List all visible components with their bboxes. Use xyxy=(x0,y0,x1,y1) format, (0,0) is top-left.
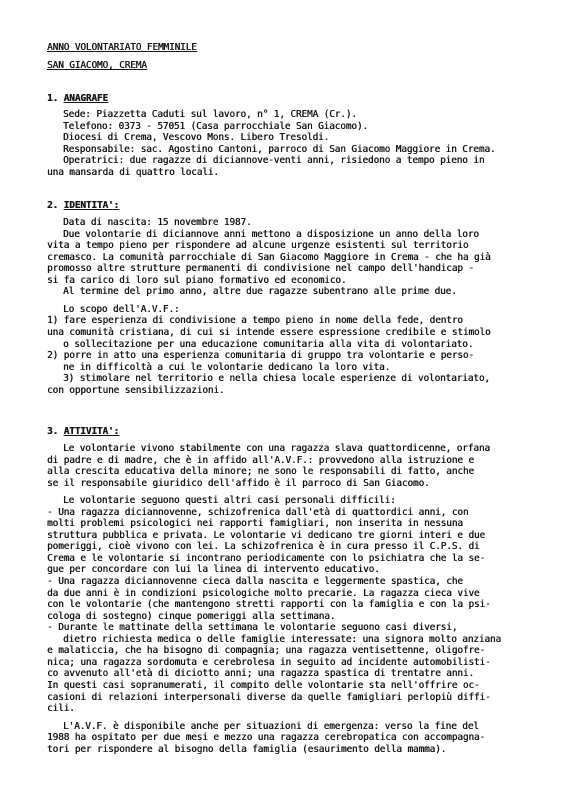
body-line: gue per concordare con lui la linea di intervento educativo. xyxy=(47,564,380,575)
section-heading xyxy=(47,200,119,211)
body-line: cili. xyxy=(47,703,75,714)
document-subtitle: SAN GIACOMO, CREMA xyxy=(47,60,147,71)
body-line: alla crescita educativa della minore; ne sono le responsabili di fatto, anche xyxy=(47,466,474,477)
body-line: struttura pubblica e privata. Le volontarie vi dedicano tre giorni interi e due xyxy=(47,530,485,541)
section-title: ATTIVITA': xyxy=(63,426,120,437)
section-title: IDENTITA': xyxy=(63,200,120,211)
body-line: nica; una ragazza sordomuta e cerebrolesa in seguito ad incidente automobilisti- xyxy=(47,657,491,668)
section-heading xyxy=(47,426,119,437)
section-number: 3. xyxy=(47,426,64,437)
body-line: Telefono: 0373 - 57051 (Casa parrocchiale San Giacomo). xyxy=(63,121,368,132)
body-line: e malaticcia, che ha bisogno di compagnia; una ragazza ventisettenne, oligofre- xyxy=(47,645,485,656)
body-line: Le volontarie vivono stabilmente con una ragazza slava quattordicenne, orfana xyxy=(63,443,490,454)
body-line: Sede: Piazzetta Caduti sul lavoro, n° 1, CREMA (Cr.). xyxy=(63,109,357,120)
body-line: 1988 ha ospitato per due mesi e mezzo una ragazza cerebropatica con accompagna- xyxy=(47,732,485,743)
body-line: tori per rispondere al bisogno della famiglia (esaurimento della mamma). xyxy=(47,744,447,755)
body-line: Responsabile: sac. Agostino Cantoni, parroco di San Giacomo Maggiore in Crema. xyxy=(63,144,496,155)
body-line: Crema e le volontarie si incontrano periodicamente con lo psichiatra che la se- xyxy=(47,553,485,564)
document-title: ANNO VOLONTARIATO FEMMINILE xyxy=(47,42,197,53)
body-line: pomeriggi, cioè vivono con lei. La schizofrenica è in cura presso il C.P.S. di xyxy=(47,541,480,552)
body-line: promosso altre strutture permanenti di condivisione nel campo dell'handicap - xyxy=(47,263,474,274)
section-heading xyxy=(47,93,108,104)
body-line: cologa di sostegno) cinque pomeriggi alla settimana. xyxy=(47,611,336,622)
body-line: - Una ragazza diciannovenne, schizofrenica dall'età di quattordici anni, con xyxy=(47,507,469,518)
body-line: 2) porre in atto una esperienza comunitaria di gruppo tra volontarie e perso- xyxy=(47,350,474,361)
body-line: L'A.V.F. è disponibile anche per situazioni di emergenza: verso la fine del xyxy=(63,721,479,732)
body-line: se il responsabile giuridico dell'affido è il parroco di San Giacomo. xyxy=(47,478,430,489)
body-line: Data di nascita: 15 novembre 1987. xyxy=(63,217,252,228)
body-line: casioni di relazioni interpersonali diverse da quelle famigliari perlopiù diffi- xyxy=(47,692,491,703)
body-line: In questi casi sopranumerati, il compito delle volontarie sta nell'offrire oc- xyxy=(47,680,480,691)
body-line: ne in difficoltà a cui le volontarie dedicano la loro vita. xyxy=(63,362,391,373)
body-line: cremasco. La comunità parrocchiale di San Giacomo Maggiore in Crema - che ha già xyxy=(47,252,491,263)
body-line: si fa carico di loro sul piano formativo ed economico. xyxy=(47,275,347,286)
body-line: Le volontarie seguono questi altri casi personali difficili: xyxy=(63,495,396,506)
body-line: con le volontarie (che mantengono stretti rapporti con la famiglia e con la psi- xyxy=(47,599,491,610)
body-line: Lo scopo dell'A.V.F.: xyxy=(63,304,180,315)
body-line: Operatrici: due ragazze di diciannove-venti anni, risiedono a tempo pieno in xyxy=(63,155,485,166)
body-line: - Una ragazza diciannovenne cieca dalla nascita e leggermente spastica, che xyxy=(47,576,463,587)
body-line: con opportune sensibilizzazioni. xyxy=(47,385,225,396)
body-line: co avvenuto all'età di diciotto anni; una ragazza spastica di trentatre anni. xyxy=(47,668,474,679)
body-line: una comunità cristiana, di cui si intende essere espressione credibile e stimolo xyxy=(47,327,491,338)
body-line: di padre e di madre, che è in affido all'A.V.F.: provvedono alla istruzione e xyxy=(47,455,474,466)
body-line: da due anni è in condizioni psicologiche molto precarie. La ragazza cieca vive xyxy=(47,588,480,599)
body-line: una mansarda di quattro locali. xyxy=(47,167,219,178)
section-title: ANAGRAFE xyxy=(63,93,108,104)
body-line: Al termine del primo anno, altre due ragazze subentrano alle prime due. xyxy=(63,286,457,297)
body-line: - Durante le mattinate della settimana le volontarie seguono casi diversi, xyxy=(47,622,458,633)
section-number: 2. xyxy=(47,200,64,211)
body-line: vita a tempo pieno per rispondere ad alcune urgenze esistenti sul territorio xyxy=(47,240,469,251)
body-line: 1) fare esperienza di condivisione a tempo pieno in nome della fede, dentro xyxy=(47,315,463,326)
section-number: 1. xyxy=(47,93,64,104)
body-line: molti problemi psicologici nei rapporti famigliari, non inserita in nessuna xyxy=(47,518,463,529)
body-line: 3) stimolare nel territorio e nella chiesa locale esperienze di volontariato, xyxy=(63,373,490,384)
body-line: Diocesi di Crema, Vescovo Mons. Libero Tresoldi. xyxy=(63,132,330,143)
body-line: Due volontarie di diciannove anni mettono a disposizione un anno della loro xyxy=(63,229,479,240)
body-line: dietro richiesta medica o delle famiglie interessate: una signora molto anziana xyxy=(63,634,501,645)
body-line: o sollecitazione per una educazione comunitaria alla vita di volontariato. xyxy=(63,339,474,350)
